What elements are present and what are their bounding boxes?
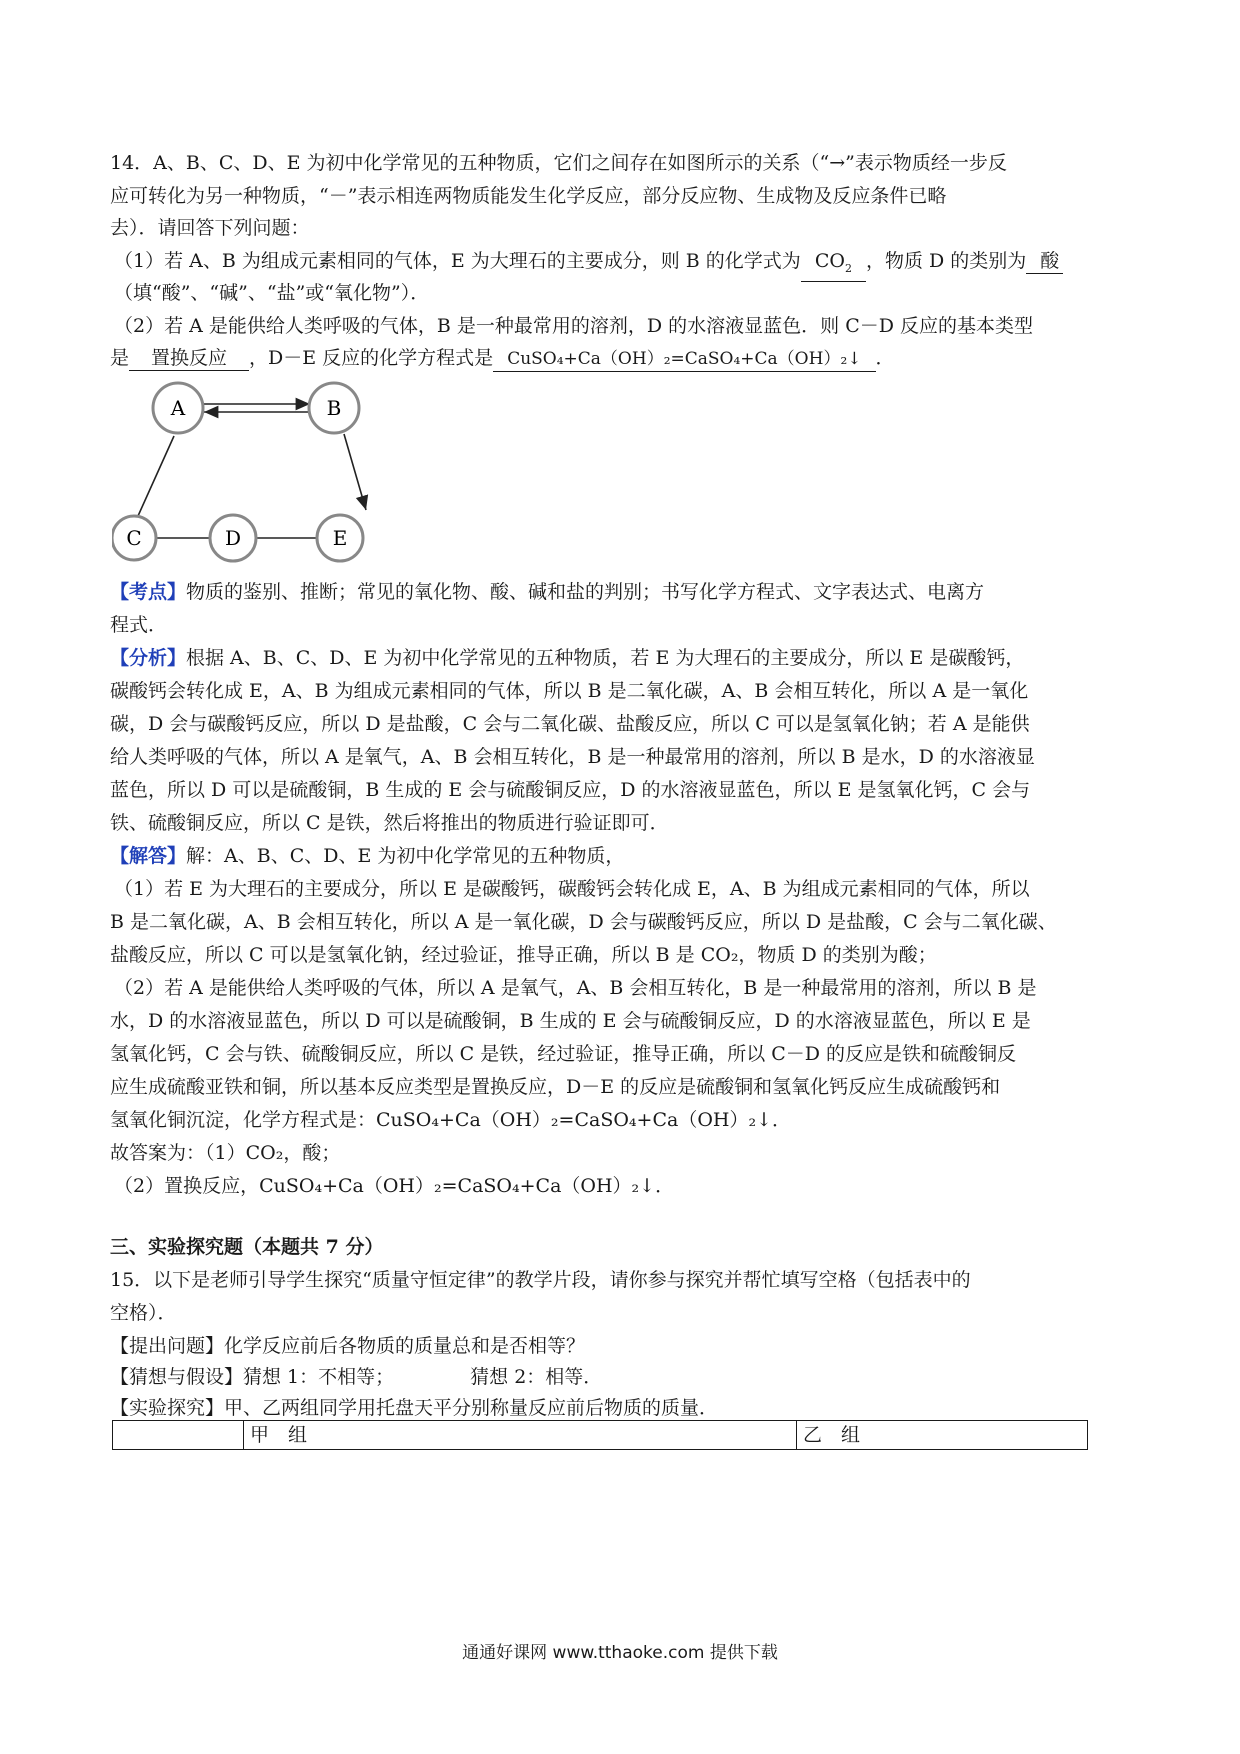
kaodian-tag: 【考点】 bbox=[110, 581, 187, 603]
q14-stem-line-2: 应可转化为另一种物质，“－”表示相连两物质能发生化学反应，部分反应物、生成物及反应条件已略 bbox=[110, 185, 947, 207]
q15-line-1: 15．以下是老师引导学生探究“质量守恒定律”的教学片段，请你参与探究并帮忙填写空格（包括表中的 bbox=[110, 1269, 971, 1291]
q15-question-line bbox=[110, 1331, 1140, 1361]
node-d bbox=[210, 515, 256, 561]
section-3-title: 三、实验探究题（本题共 7 分） bbox=[110, 1236, 384, 1258]
reaction-diagram bbox=[112, 378, 412, 568]
jieda-line-9: 氢氧化铜沉淀，化学方程式是：CuSO₄+Ca（OH）₂=CaSO₄+Ca（OH）₂↓． bbox=[110, 1109, 791, 1131]
q14-part2-line-2 bbox=[110, 343, 1140, 373]
kaodian-line-2: 程式． bbox=[110, 614, 168, 636]
q15-question-text: 化学反应前后各物质的质量总和是否相等？ bbox=[224, 1335, 586, 1357]
q15-experiment-tag: 【实验探究】 bbox=[110, 1397, 225, 1419]
experiment-table bbox=[112, 1420, 1088, 1450]
table-header-group-jia: 甲 组 bbox=[244, 1421, 797, 1450]
q14-part2-text-a: 是 bbox=[110, 347, 130, 369]
table-header-group-yi: 乙 组 bbox=[797, 1421, 1088, 1450]
jieda-line-11: （2）置换反应，CuSO₄+Ca（OH）₂=CaSO₄+Ca（OH）₂↓． bbox=[114, 1175, 675, 1197]
node-b bbox=[309, 383, 359, 433]
q14-part1-line bbox=[114, 246, 1144, 282]
q15-experiment-line bbox=[110, 1393, 1140, 1423]
fenxi-tag: 【分析】 bbox=[110, 647, 187, 669]
q14-answer-b-formula bbox=[801, 249, 866, 282]
q14-stem-line-1: 14．A、B、C、D、E 为初中化学常见的五种物质，它们之间存在如图所示的关系（“→”表示物质经一步反 bbox=[110, 152, 1007, 174]
jieda-line-10: 故答案为：（1）CO₂，酸； bbox=[110, 1142, 341, 1164]
fenxi-text: 根据 A、B、C、D、E 为初中化学常见的五种物质，若 E 为大理石的主要成分，所以 E 是碳酸钙， bbox=[186, 647, 1025, 669]
node-e bbox=[317, 515, 363, 561]
jieda-text: 解：A、B、C、D、E 为初中化学常见的五种物质， bbox=[186, 845, 625, 867]
node-b-label: B bbox=[326, 396, 342, 420]
q14-answer-reaction-type: 置换反应 bbox=[129, 346, 249, 371]
q14-answer-equation: CuSO₄+Ca（OH）₂=CaSO₄+Ca（OH）₂↓ bbox=[493, 347, 875, 372]
fenxi-line-4: 给人类呼吸的气体，所以 A 是氧气，A、B 会相互转化，B 是一种最常用的溶剂，所以 B 是水，D 的水溶液显 bbox=[110, 746, 1035, 768]
q15-hypothesis-1: 猜想 1：不相等； bbox=[243, 1366, 395, 1388]
q14-part1-text-b: ，物质 D 的类别为 bbox=[865, 250, 1027, 272]
answer-co-subscript: 2 bbox=[844, 261, 852, 275]
node-d-label: D bbox=[224, 526, 242, 550]
kaodian-text: 物质的鉴别、推断；常见的氧化物、酸、碱和盐的判别；书写化学方程式、文字表达式、电离方 bbox=[186, 581, 985, 603]
jieda-line-2: （1）若 E 为大理石的主要成分，所以 E 是碳酸钙，碳酸钙会转化成 E，A、B 为组成元素相同的气体，所以 bbox=[114, 878, 1030, 900]
fenxi-line-1 bbox=[110, 643, 1140, 673]
jieda-line-8: 应生成硫酸亚铁和铜，所以基本反应类型是置换反应，D－E 的反应是硫酸铜和氢氧化钙反应生成硫酸钙和 bbox=[110, 1076, 1001, 1098]
fenxi-line-5: 蓝色，所以 D 可以是硫酸铜，B 生成的 E 会与硫酸铜反应，D 的水溶液显蓝色，所以 E 是氢氧化钙，C 会与 bbox=[110, 779, 1031, 801]
node-e-label: E bbox=[332, 526, 348, 550]
q15-hypothesis-tag: 【猜想与假设】 bbox=[110, 1366, 244, 1388]
page-footer: 通通好课网 www.tthaoke.com 提供下载 bbox=[462, 1643, 778, 1663]
answer-co-text: CO bbox=[814, 250, 845, 272]
jieda-line-1 bbox=[110, 841, 1140, 871]
jieda-line-3: B 是二氧化碳，A、B 会相互转化，所以 A 是一氧化碳，D 会与碳酸钙反应，所以 D 是盐酸，C 会与二氧化碳、 bbox=[110, 911, 1057, 933]
q14-part2-text-b: ，D－E 反应的化学方程式是 bbox=[249, 347, 494, 369]
q15-experiment-text: 甲、乙两组同学用托盘天平分别称量反应前后物质的质量． bbox=[224, 1397, 719, 1419]
node-c-label: C bbox=[126, 526, 142, 550]
node-a-label: A bbox=[170, 396, 186, 420]
jieda-line-6: 水，D 的水溶液显蓝色，所以 D 可以是硫酸铜，B 生成的 E 会与硫酸铜反应，D 的水溶液显蓝色，所以 E 是 bbox=[110, 1010, 1031, 1032]
fenxi-line-6: 铁、硫酸铜反应，所以 C 是铁，然后将推出的物质进行验证即可． bbox=[110, 812, 669, 834]
fenxi-line-3: 碳，D 会与碳酸钙反应，所以 D 是盐酸，C 会与二氧化碳、盐酸反应，所以 C 可以是氢氧化钠；若 A 是能供 bbox=[110, 713, 1030, 735]
jieda-line-4: 盐酸反应，所以 C 可以是氢氧化钠，经过验证，推导正确，所以 B 是 CO₂，物质 D 的类别为酸； bbox=[110, 944, 937, 966]
q15-hypothesis-line bbox=[110, 1362, 1140, 1392]
q14-answer-d-class: 酸 bbox=[1026, 249, 1063, 274]
experiment-table-header-row bbox=[113, 1421, 1088, 1450]
arrow-b-to-e bbox=[344, 434, 366, 510]
node-c bbox=[112, 516, 156, 560]
node-a bbox=[153, 383, 203, 433]
q15-question-tag: 【提出问题】 bbox=[110, 1335, 225, 1357]
q14-part1-line-2: （填“酸”、“碱”、“盐”或“氧化物”）． bbox=[114, 282, 430, 304]
fenxi-line-2: 碳酸钙会转化成 E，A、B 为组成元素相同的气体，所以 B 是二氧化碳，A、B 会相互转化，所以 A 是一氧化 bbox=[110, 680, 1029, 702]
link-a-c bbox=[138, 436, 174, 516]
q14-part2-end: ． bbox=[875, 347, 895, 369]
q14-part1-text-a: （1）若 A、B 为组成元素相同的气体，E 为大理石的主要成分，则 B 的化学式为 bbox=[114, 250, 801, 272]
q15-hypothesis-2: 猜想 2：相等． bbox=[470, 1366, 603, 1388]
q14-stem-line-3: 去）．请回答下列问题： bbox=[110, 217, 310, 239]
kaodian-line-1 bbox=[110, 577, 1140, 607]
jieda-tag: 【解答】 bbox=[110, 845, 187, 867]
jieda-line-7: 氢氧化钙，C 会与铁、硫酸铜反应，所以 C 是铁，经过验证，推导正确，所以 C－D 的反应是铁和硫酸铜反 bbox=[110, 1043, 1017, 1065]
jieda-line-5: （2）若 A 是能供给人类呼吸的气体，所以 A 是氧气，A、B 会相互转化，B 是一种最常用的溶剂，所以 B 是 bbox=[114, 977, 1037, 999]
q15-line-2: 空格）． bbox=[110, 1302, 177, 1324]
q14-part2-line-1: （2）若 A 是能供给人类呼吸的气体，B 是一种最常用的溶剂，D 的水溶液显蓝色．则 C－D 反应的基本类型 bbox=[114, 315, 1034, 337]
table-header-blank bbox=[113, 1421, 244, 1450]
